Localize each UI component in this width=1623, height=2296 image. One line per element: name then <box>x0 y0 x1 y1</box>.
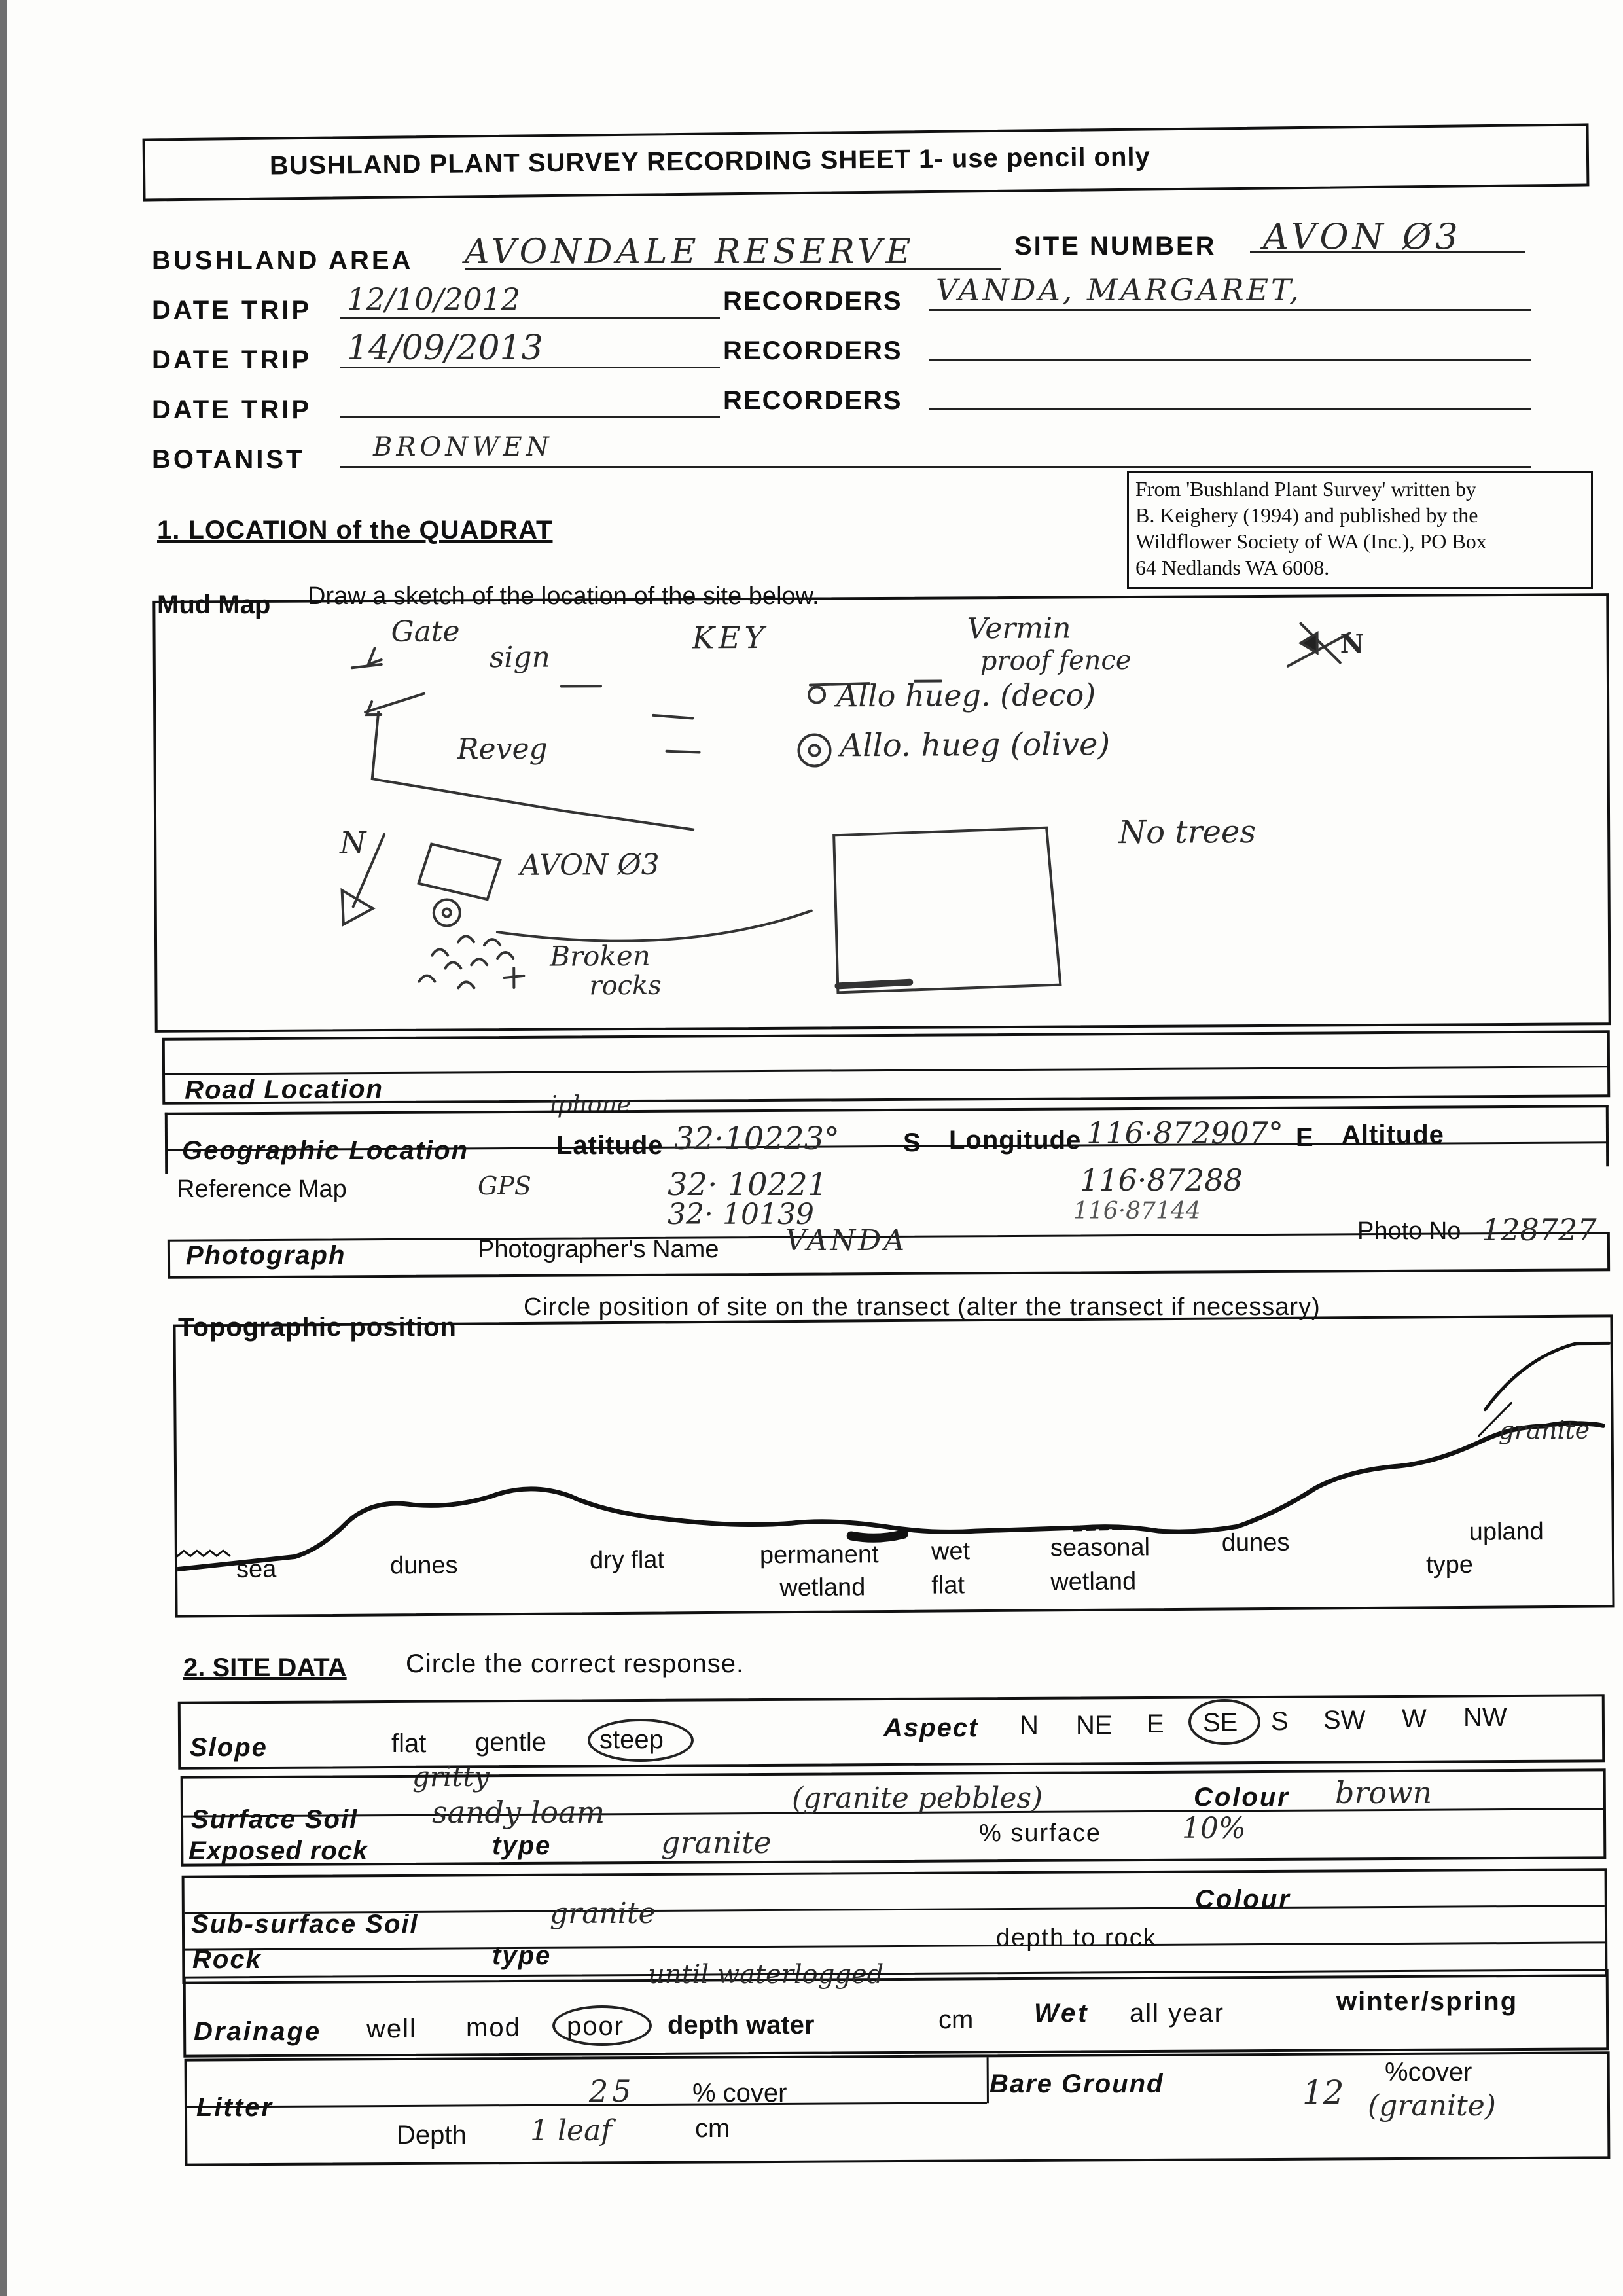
winter-spring-label: winter/spring <box>1336 1987 1518 2016</box>
road-location-label: Road Location <box>185 1075 384 1105</box>
recorders-label-1: RECORDERS <box>723 287 902 315</box>
slope-option-gentle: gentle <box>475 1728 546 1757</box>
drainage-label: Drainage <box>194 2017 322 2046</box>
site-data-heading: 2. SITE DATA <box>183 1653 347 1682</box>
longitude-suffix: E <box>1296 1123 1316 1152</box>
area-label: BUSHLAND AREA <box>152 246 414 275</box>
surface-colour-value: brown <box>1335 1775 1433 1810</box>
exposed-rock-label: Exposed rock <box>188 1837 368 1865</box>
date-trip-label-1: DATE TRIP <box>152 296 312 325</box>
sketch-north-arrow: N <box>340 825 366 861</box>
sketch-sign: sign <box>489 640 551 675</box>
transect-dunes-2: dunes <box>1221 1528 1290 1557</box>
page-title: BUSHLAND PLANT SURVEY RECORDING SHEET 1- use pencil only <box>269 142 1150 181</box>
transect-wetland-2: wetland <box>1050 1568 1137 1596</box>
gps-lat-2: 32· 10139 <box>668 1198 814 1231</box>
drainage-option-mod: mod <box>466 2013 521 2042</box>
gps-lon-2: 116·87144 <box>1073 1198 1201 1225</box>
gps-note: GPS <box>478 1172 531 1200</box>
surface-colour-label: Colour <box>1194 1783 1290 1812</box>
citation-line-2: B. Keighery (1994) and published by the <box>1135 503 1478 527</box>
title-box <box>143 123 1590 201</box>
aspect-option-w: W <box>1402 1704 1427 1733</box>
surface-soil-note: gritty <box>412 1761 490 1793</box>
photo-no-value: 128727 <box>1482 1212 1597 1247</box>
bare-ground-value: 12 <box>1302 2073 1344 2111</box>
mud-map-sketch <box>155 596 1608 1030</box>
slope-selected-circle <box>588 1719 694 1762</box>
surface-soil-label: Surface Soil <box>191 1805 359 1834</box>
sketch-no-trees: No trees <box>1118 814 1257 852</box>
citation-box <box>1127 471 1593 589</box>
sketch-broken: Broken <box>550 939 651 973</box>
slope-option-flat: flat <box>391 1729 427 1758</box>
gps-lon-1: 116·87288 <box>1080 1162 1243 1198</box>
slope-label: Slope <box>190 1733 268 1762</box>
topographic-label: Topographic position <box>178 1313 457 1342</box>
transect-permanent: permanent <box>759 1541 879 1570</box>
litter-label: Litter <box>196 2093 274 2122</box>
aspect-option-ne: NE <box>1076 1711 1113 1740</box>
transect-sea: sea <box>236 1555 277 1584</box>
pct-surface-value: 10% <box>1182 1812 1246 1845</box>
aspect-option-se: SE <box>1203 1708 1238 1737</box>
aspect-option-nw: NW <box>1463 1703 1507 1732</box>
altitude-label: Altitude <box>1342 1121 1444 1149</box>
site-number-label: SITE NUMBER <box>1014 232 1217 260</box>
date-trip-label-2: DATE TRIP <box>152 346 312 374</box>
mud-map-label: Mud Map <box>157 590 271 619</box>
road-location-divider <box>165 1066 1607 1075</box>
date-trip-value-2: 14/09/2013 <box>347 329 543 368</box>
transect-box <box>173 1314 1614 1617</box>
photograph-label: Photograph <box>186 1241 346 1270</box>
depth-to-rock-label: depth to rock <box>996 1924 1157 1952</box>
longitude-label: Longitude <box>949 1126 1082 1155</box>
aspect-selected-circle <box>1188 1699 1260 1745</box>
aspect-option-sw: SW <box>1323 1706 1366 1734</box>
subsurface-colour-label: Colour <box>1195 1885 1291 1914</box>
drainage-selected-circle <box>552 2005 652 2046</box>
transect-flat: flat <box>931 1571 965 1600</box>
exposed-rock-type-label: type <box>492 1831 552 1860</box>
transect-granite-note: granite <box>1498 1415 1590 1445</box>
latitude-suffix: S <box>903 1128 923 1157</box>
photographer-label: Photographer's Name <box>478 1236 719 1263</box>
mud-map-box <box>152 593 1611 1033</box>
iphone-note: iphone <box>550 1092 631 1119</box>
litter-value: 25 <box>589 2073 635 2109</box>
aspect-label: Aspect <box>883 1713 979 1742</box>
latitude-label: Latitude <box>556 1131 664 1160</box>
bare-ground-label: Bare Ground <box>990 2070 1164 2098</box>
litter-depth-label: Depth <box>397 2121 467 2149</box>
sketch-north-mark: N <box>1340 628 1364 660</box>
reference-map-label: Reference Map <box>177 1175 347 1203</box>
sketch-reveg: Reveg <box>457 732 548 766</box>
bare-ground-note: (granite) <box>1368 2089 1496 2123</box>
citation-line-3: Wildflower Society of WA (Inc.), PO Box <box>1135 529 1487 553</box>
litter-bare-divider <box>987 2057 989 2103</box>
sketch-vermin: Vermin <box>967 611 1071 646</box>
aspect-option-n: N <box>1020 1711 1039 1740</box>
drainage-option-poor: poor <box>567 2012 625 2041</box>
pct-surface-label: % surface <box>979 1820 1101 1847</box>
depth-water-cm: cm <box>938 2005 974 2034</box>
bare-pct-cover-label: %cover <box>1385 2058 1472 2087</box>
transect-seasonal: seasonal <box>1050 1534 1150 1562</box>
transect-dry-flat: dry flat <box>589 1546 665 1575</box>
subsurface-value: granite <box>550 1897 656 1930</box>
citation-line-1: From 'Bushland Plant Survey' written by <box>1135 477 1476 501</box>
surface-soil-value: sandy loam <box>432 1795 605 1830</box>
depth-water-label: depth water <box>668 2011 815 2039</box>
longitude-value: 116·872907° <box>1086 1115 1284 1151</box>
latitude-value: 32·10223° <box>674 1121 840 1157</box>
transect-dunes-1: dunes <box>389 1551 458 1580</box>
sketch-proof-fence: proof fence <box>980 645 1132 677</box>
transect-type: type <box>1425 1551 1474 1579</box>
litter-depth-cm: cm <box>695 2114 730 2143</box>
transect-wet: wet <box>931 1537 971 1566</box>
botanist-value: BRONWEN <box>373 432 553 462</box>
site-data-instruction: Circle the correct response. <box>406 1649 745 1678</box>
topographic-instruction: Circle position of site on the transect (alter the transect if necessary) <box>524 1293 1321 1321</box>
geographic-location-label: Geographic Location <box>182 1136 469 1165</box>
rock-label: Rock <box>192 1945 262 1974</box>
drainage-option-well: well <box>366 2015 417 2043</box>
subsurface-divider <box>185 1941 1605 1950</box>
sketch-rocks: rocks <box>589 970 662 1001</box>
gps-lat-1: 32· 10221 <box>668 1166 828 1203</box>
recorders-field-line-3 <box>929 382 1531 410</box>
aspect-option-e: E <box>1147 1710 1164 1738</box>
date-trip-label-3: DATE TRIP <box>152 395 312 424</box>
recorders-field-line-2 <box>929 332 1531 361</box>
photo-no-label: Photo No <box>1357 1217 1461 1245</box>
wet-label: Wet <box>1034 1999 1090 2028</box>
litter-pct-cover-label: % cover <box>692 2079 787 2108</box>
all-year-label: all year <box>1130 1999 1224 2028</box>
aspect-option-s: S <box>1271 1707 1289 1736</box>
mud-map-instruction: Draw a sketch of the location of the site below. <box>308 583 819 610</box>
sketch-gate: Gate <box>391 615 460 649</box>
surface-soil-extra: (granite pebbles) <box>792 1782 1043 1815</box>
date-trip-field-line-3 <box>340 390 720 418</box>
slope-option-steep: steep <box>599 1725 664 1754</box>
sketch-key: KEY <box>692 619 769 656</box>
subsurface-label: Sub-surface Soil <box>191 1910 419 1939</box>
location-heading: 1. LOCATION of the QUADRAT <box>157 516 553 545</box>
sketch-allo-olive: Allo. hueg (olive) <box>840 726 1111 764</box>
botanist-label: BOTANIST <box>152 445 305 474</box>
road-location-box <box>162 1030 1611 1105</box>
drainage-note: until waterlogged <box>648 1960 884 1990</box>
litter-divider <box>187 2102 987 2108</box>
sketch-site: AVON Ø3 <box>520 848 660 882</box>
recorders-value-1: VANDA, MARGARET, <box>936 272 1302 308</box>
survey-sheet <box>7 0 1623 2296</box>
exposed-rock-type-value: granite <box>661 1825 772 1860</box>
citation-line-4: 64 Nedlands WA 6008. <box>1135 556 1330 579</box>
rock-type-label: type <box>492 1941 552 1970</box>
recorders-label-3: RECORDERS <box>723 386 902 415</box>
site-number-value: AVON Ø3 <box>1263 216 1462 257</box>
transect-upland: upland <box>1469 1518 1544 1546</box>
sketch-allo-deco: Allo hueg. (deco) <box>836 677 1096 714</box>
litter-depth-value: 1 leaf <box>530 2114 612 2147</box>
recorders-label-2: RECORDERS <box>723 336 902 365</box>
photographer-value: VANDA <box>785 1224 908 1257</box>
date-trip-value-1: 12/10/2012 <box>347 281 521 317</box>
area-value: AVONDALE RESERVE <box>465 232 915 272</box>
transect-wetland-1: wetland <box>779 1573 866 1602</box>
